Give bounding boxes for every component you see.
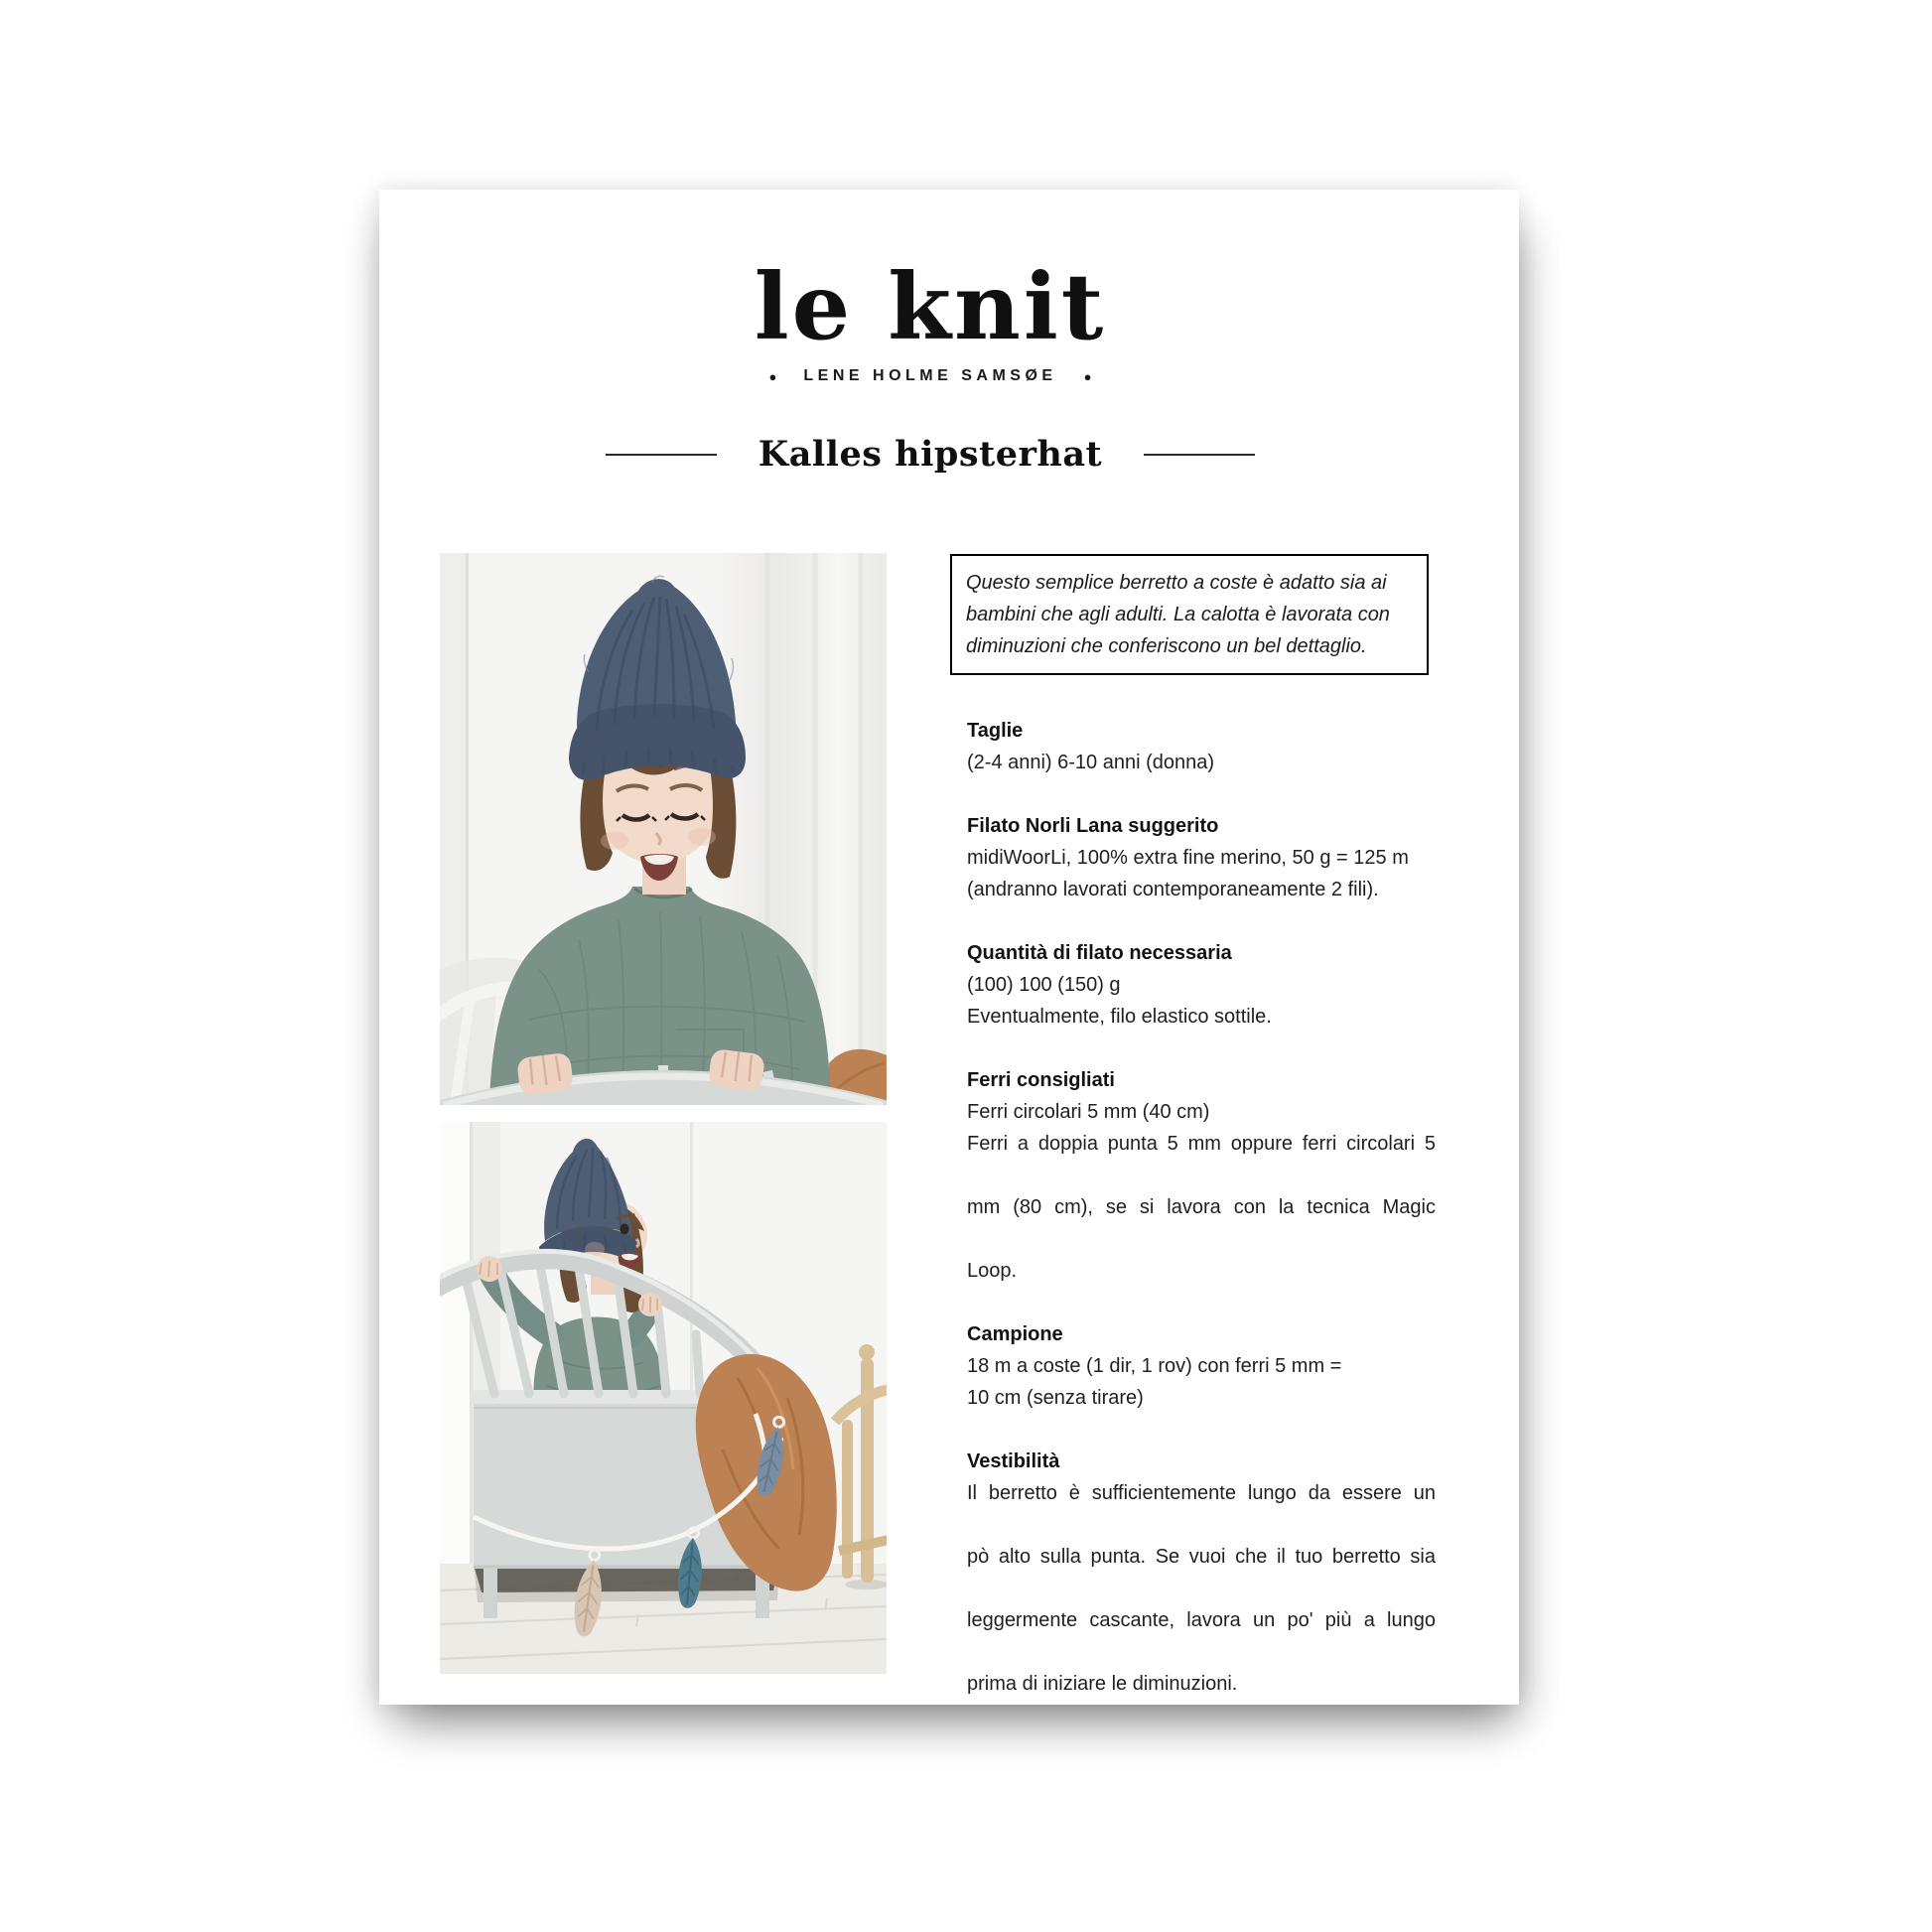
crib-leg-left [483,1569,497,1618]
bullet-icon: ● [768,368,777,384]
section-line: Il berretto è sufficientemente lungo da essere un [967,1482,1436,1504]
intro-box [950,554,1429,675]
title-rule-left [606,454,717,456]
section-line: Ferri a doppia punta 5 mm oppure ferri circolari 5 [967,1133,1436,1155]
spec-section [967,1446,1436,1700]
section-line: Loop. [967,1260,1018,1282]
section-heading: Quantità di filato necessaria [967,942,1232,964]
spec-section [967,810,1436,905]
section-line: prima di iniziare le diminuzioni. [967,1673,1238,1695]
section-line: 18 m a coste (1 dir, 1 rov) con ferri 5 mm = [967,1355,1342,1377]
section-heading: Taglie [967,720,1024,742]
spec-section [967,1064,1436,1287]
intro-line: Questo semplice berretto a coste è adatto sia ai [966,572,1387,594]
spec-section [967,1318,1436,1414]
section-line: leggermente cascante, lavora un po' più a lungo [967,1609,1436,1631]
section-line: (100) 100 (150) g [967,974,1121,996]
section-heading: Filato Norli Lana suggerito [967,815,1219,837]
title-row [379,434,1481,476]
brand-subtitle: LENE HOLME SAMSØE [803,367,1057,384]
bullet-icon: ● [1083,368,1092,384]
section-heading: Ferri consigliati [967,1069,1115,1091]
section-heading: Vestibilità [967,1450,1060,1472]
spec-section [967,715,1436,778]
photo-child-in-crib [440,1122,887,1674]
spec-section [967,937,1436,1033]
pattern-page [379,190,1519,1705]
cheek-right [688,828,716,846]
page-title: Kalles hipsterhat [758,434,1103,475]
section-line: midiWoorLi, 100% extra fine merino, 50 g = 125 m [967,847,1409,869]
section-line: mm (80 cm), se si lavora con la tecnica Magic [967,1196,1436,1218]
section-line: (andranno lavorati contemporaneamente 2 fili). [967,879,1379,900]
photo-top-illustration [440,553,887,1105]
crib-shadow-soft [474,1565,779,1602]
intro-line: bambini che agli adulti. La calotta è lavorata con [966,604,1390,625]
section-heading: Campione [967,1323,1063,1345]
spec-sections [967,715,1436,1731]
chair-knob [859,1344,875,1360]
brand-header [379,253,1481,385]
eye [621,1224,629,1235]
section-line: Ferri circolari 5 mm (40 cm) [967,1101,1210,1123]
cheek-left [601,832,628,850]
section-line: pò alto sulla punta. Se vuoi che il tuo berretto sia [967,1546,1436,1568]
brand-subtitle-row [379,367,1481,385]
brand-logo: le knit [754,253,1107,360]
photo-bottom-illustration [440,1122,887,1674]
section-line: (2-4 anni) 6-10 anni (donna) [967,752,1215,773]
photo-child-front [440,553,887,1105]
title-rule-right [1144,454,1255,456]
intro-line: diminuzioni che conferiscono un bel dettaglio. [966,635,1367,657]
section-line: 10 cm (senza tirare) [967,1387,1144,1409]
section-line: Eventualmente, filo elastico sottile. [967,1006,1272,1028]
